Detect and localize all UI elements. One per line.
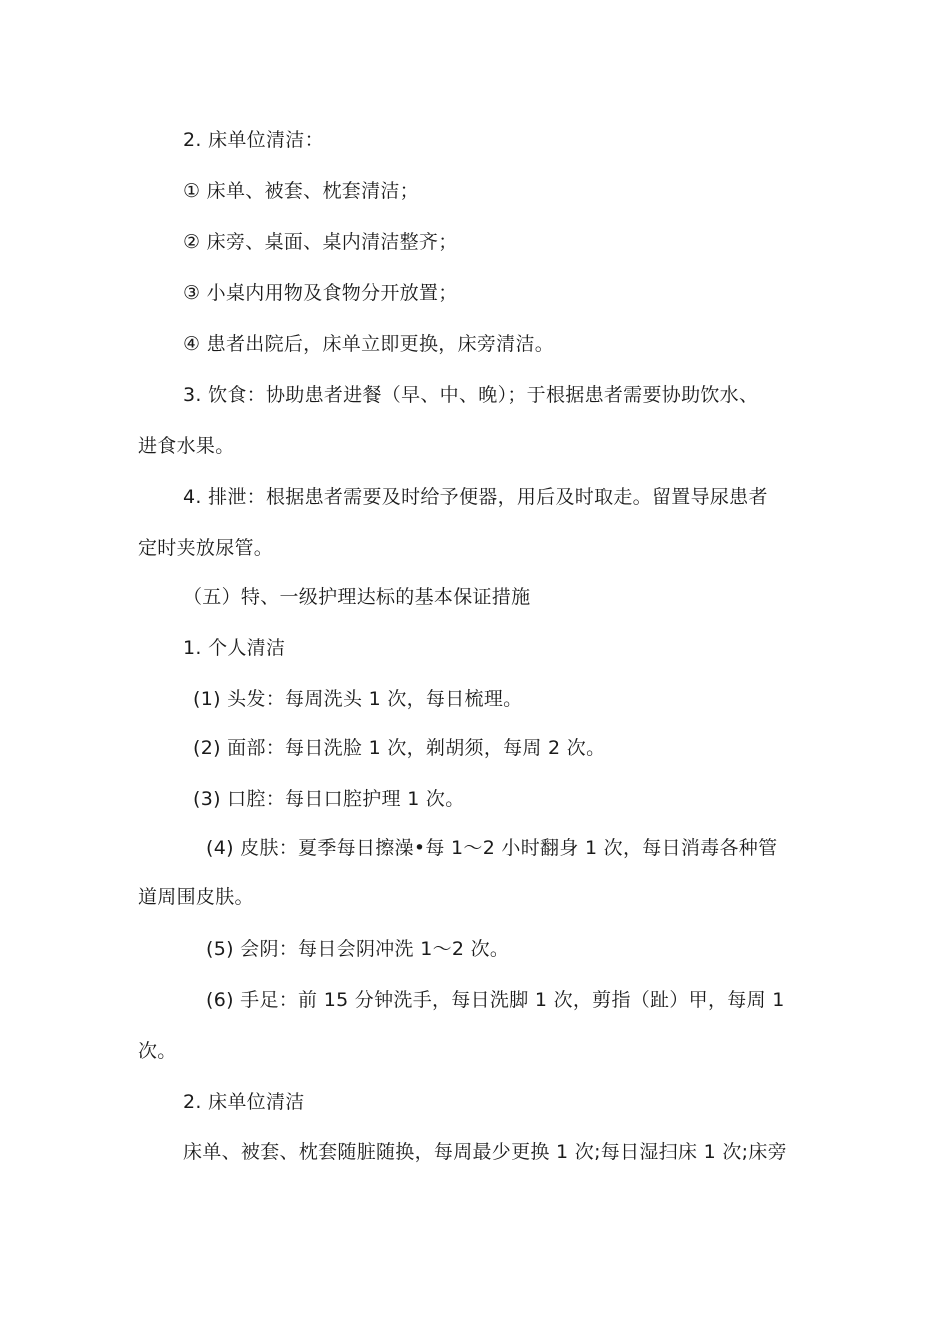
subheading-personal-cleaning: 1. 个人清洁 xyxy=(183,637,286,659)
list-item-2: ② 床旁、桌面、桌内清洁整齐； xyxy=(183,231,458,253)
item-face: (2) 面部：每日洗脸 1 次，剃胡须，每周 2 次。 xyxy=(193,737,606,759)
item-mouth: (3) 口腔：每日口腔护理 1 次。 xyxy=(193,788,465,810)
subheading-bed-cleaning: 2. 床单位清洁 xyxy=(183,1091,305,1113)
paragraph-bed-cleaning: 床单、被套、枕套随脏随换，每周最少更换 1 次;每日湿扫床 1 次;床旁 xyxy=(183,1141,787,1163)
list-item-1: ① 床单、被套、枕套清洁； xyxy=(183,180,419,202)
list-item-3: ③ 小桌内用物及食物分开放置； xyxy=(183,282,458,304)
item-hands-feet: (6) 手足：前 15 分钟洗手，每日洗脚 1 次，剪指（趾）甲，每周 1 xyxy=(206,989,785,1011)
paragraph-excretion-cont: 定时夹放尿管。 xyxy=(138,537,274,559)
section-heading-bed-cleaning: 2. 床单位清洁： xyxy=(183,129,324,151)
paragraph-diet-cont: 进食水果。 xyxy=(138,435,235,457)
section-heading-five: （五）特、一级护理达标的基本保证措施 xyxy=(183,586,531,608)
item-hair: (1) 头发：每周洗头 1 次，每日梳理。 xyxy=(193,688,523,710)
item-perineum: (5) 会阴：每日会阴冲洗 1〜2 次。 xyxy=(206,938,510,960)
list-item-4: ④ 患者出院后，床单立即更换，床旁清洁。 xyxy=(183,333,555,355)
paragraph-excretion: 4. 排泄：根据患者需要及时给予便器，用后及时取走。留置导尿患者 xyxy=(183,486,768,508)
item-skin-cont: 道周围皮肤。 xyxy=(138,886,254,908)
item-skin: (4) 皮肤：夏季每日擦澡•每 1〜2 小时翻身 1 次，每日消毒各种管 xyxy=(206,837,778,859)
paragraph-diet: 3. 饮食：协助患者进餐（早、中、晚）；于根据患者需要协助饮水、 xyxy=(183,384,759,406)
item-hands-feet-cont: 次。 xyxy=(138,1040,177,1062)
